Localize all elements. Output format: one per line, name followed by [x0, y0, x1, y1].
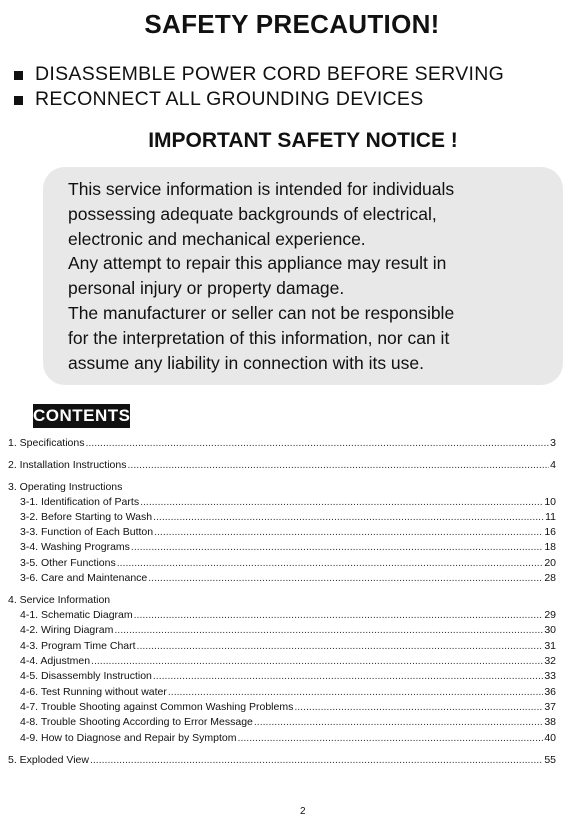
toc-entry-label: 3-6. Care and Maintenance — [20, 572, 148, 584]
warning-text: DISASSEMBLE POWER CORD BEFORE SERVING — [35, 63, 505, 85]
toc-leader — [294, 700, 543, 714]
toc-leader — [90, 753, 543, 767]
notice-line: This service information is intended for individuals — [68, 179, 455, 199]
toc-entry-label: 4-8. Trouble Shooting According to Error Message — [20, 716, 253, 728]
toc-leader — [148, 571, 543, 585]
toc-entry-label: 4-9. How to Diagnose and Repair by Symptom — [20, 732, 237, 744]
toc-entry[interactable] — [20, 540, 556, 554]
toc-entry-page: 40 — [544, 732, 556, 744]
warning-item — [14, 62, 504, 87]
notice-title: IMPORTANT SAFETY NOTICE ! — [148, 129, 458, 152]
toc-entry[interactable] — [20, 510, 556, 524]
toc-entry[interactable] — [20, 700, 556, 714]
toc-entry[interactable] — [20, 495, 556, 509]
toc-entry-page: 4 — [550, 459, 556, 471]
contents-heading: CONTENTS — [33, 404, 130, 428]
toc-entry-label: 3-3. Function of Each Button — [20, 526, 154, 538]
toc-entry-page: 55 — [544, 754, 556, 766]
toc-entry-label: 4-4. Adjustmen — [20, 655, 91, 667]
toc-leader — [85, 436, 549, 450]
toc-entry-page: 29 — [544, 609, 556, 621]
toc-entry-page: 3 — [550, 437, 556, 449]
toc-section-heading: 3. Operating Instructions — [8, 481, 123, 493]
toc-entry-label: 1. Specifications — [8, 437, 85, 449]
toc-entry-page: 20 — [544, 557, 556, 569]
toc-leader — [131, 540, 543, 554]
toc-entry-label: 3-4. Washing Programs — [20, 541, 130, 553]
toc-entry[interactable] — [8, 436, 556, 450]
toc-entry[interactable] — [20, 525, 556, 539]
toc-entry[interactable] — [20, 623, 556, 637]
toc-entry-page: 38 — [544, 716, 556, 728]
notice-line: The manufacturer or seller can not be responsible — [68, 302, 455, 323]
toc-entry[interactable] — [20, 715, 556, 729]
toc-leader — [153, 669, 543, 683]
toc-entry-label: 4-1. Schematic Diagram — [20, 609, 133, 621]
toc-entry-page: 32 — [544, 655, 556, 667]
notice-line: Any attempt to repair this appliance may result in — [68, 253, 447, 274]
warning-text: RECONNECT ALL GROUNDING DEVICES — [35, 88, 424, 110]
toc-entry-page: 11 — [545, 511, 556, 523]
square-bullet-icon — [14, 96, 23, 105]
toc-entry-label: 3-5. Other Functions — [20, 557, 116, 569]
page-number: 2 — [300, 806, 306, 817]
toc-leader — [238, 731, 544, 745]
toc-entry-page: 28 — [544, 572, 556, 584]
warning-item — [14, 87, 504, 112]
toc-leader — [114, 623, 543, 637]
toc-leader — [254, 715, 543, 729]
toc-entry-label: 4-3. Program Time Chart — [20, 640, 136, 652]
toc-entry-page: 16 — [544, 526, 556, 538]
toc-entry-label: 4-6. Test Running without water — [20, 686, 167, 698]
toc-section-heading: 4. Service Information — [8, 594, 111, 606]
toc-entry-label: 3-1. Identification of Parts — [20, 496, 140, 508]
toc-entry[interactable] — [20, 608, 556, 622]
toc-entry-label: 4-7. Trouble Shooting against Common Washing Problems — [20, 701, 294, 713]
toc-entry-page: 10 — [544, 496, 556, 508]
toc-entry-page: 30 — [544, 624, 556, 636]
toc-entry[interactable] — [20, 654, 556, 668]
notice-text — [68, 177, 454, 375]
toc-leader — [154, 525, 543, 539]
toc-leader — [127, 458, 549, 472]
toc-entry[interactable] — [20, 685, 556, 699]
toc-leader — [137, 639, 544, 653]
toc-entry[interactable] — [8, 458, 556, 472]
toc-leader — [91, 654, 543, 668]
toc-leader — [168, 685, 543, 699]
page-title: SAFETY PRECAUTION! — [144, 9, 440, 39]
toc-entry[interactable] — [20, 669, 556, 683]
toc-entry-page: 18 — [544, 541, 556, 553]
toc-leader — [134, 608, 544, 622]
notice-box — [43, 167, 563, 385]
notice-line: assume any liability in connection with its use. — [68, 352, 425, 373]
toc-leader — [140, 495, 543, 509]
notice-line: for the interpretation of this information, nor can it — [68, 327, 450, 348]
notice-line: electronic and mechanical experience. — [68, 228, 366, 249]
toc-entry[interactable] — [20, 639, 556, 653]
toc-entry[interactable] — [8, 753, 556, 767]
toc-entry-page: 36 — [544, 686, 556, 698]
toc-leader — [153, 510, 544, 524]
toc-entry-page: 33 — [544, 670, 556, 682]
toc-entry[interactable] — [20, 556, 556, 570]
square-bullet-icon — [14, 71, 23, 80]
notice-line: personal injury or property damage. — [68, 278, 345, 299]
notice-line: possessing adequate backgrounds of electrical, — [68, 203, 437, 224]
toc-entry-label: 5. Exploded View — [8, 754, 89, 766]
toc-entry[interactable] — [20, 571, 556, 585]
toc-entry-label: 4-5. Disassembly Instruction — [20, 670, 152, 682]
toc-leader — [117, 556, 544, 570]
toc-entry[interactable] — [20, 731, 556, 745]
toc-entry-page: 37 — [544, 701, 556, 713]
toc-entry-label: 3-2. Before Starting to Wash — [20, 511, 153, 523]
toc-entry-page: 31 — [544, 640, 556, 652]
warning-list — [14, 62, 504, 112]
toc-entry-label: 4-2. Wiring Diagram — [20, 624, 114, 636]
toc-entry-label: 2. Installation Instructions — [8, 459, 127, 471]
